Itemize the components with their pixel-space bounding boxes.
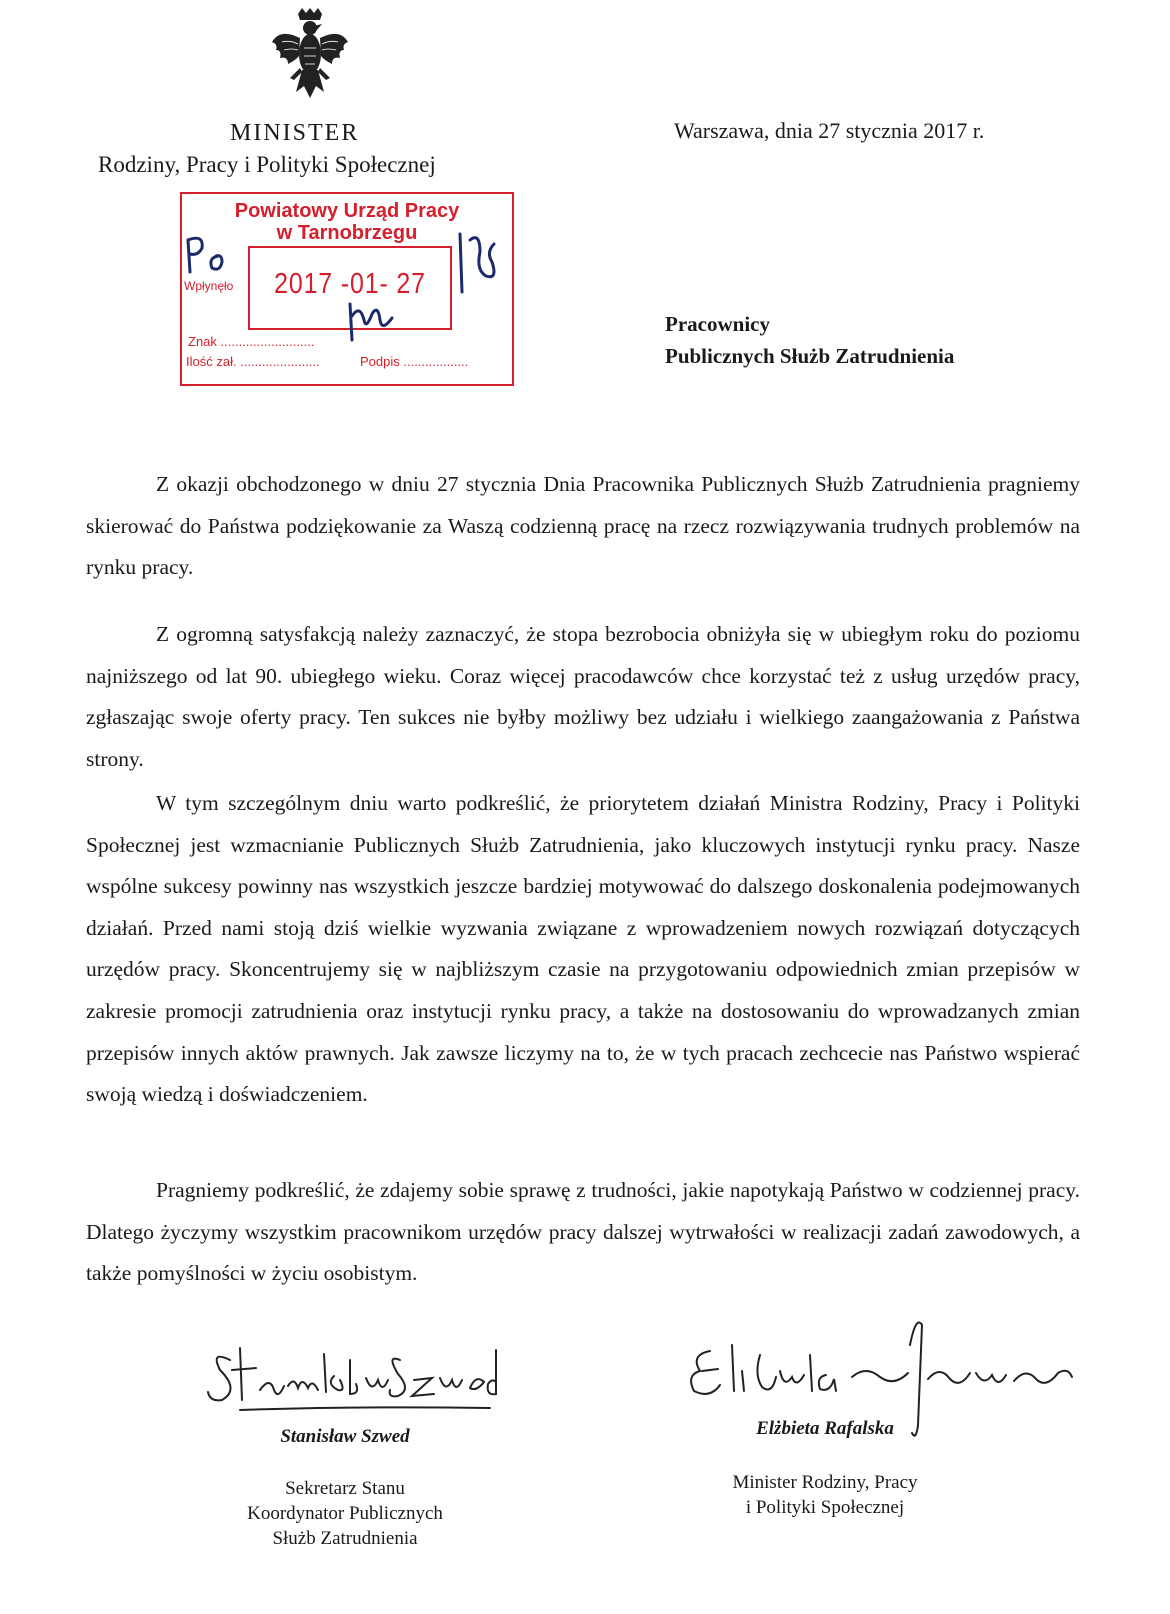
recipient-line-2: Publicznych Służb Zatrudnienia — [665, 344, 955, 368]
signer-role-line: Sekretarz Stanu — [285, 1478, 405, 1499]
signer-name-right: Elżbieta Rafalska — [756, 1418, 894, 1439]
signer-role-line: Minister Rodziny, Pracy — [732, 1472, 918, 1493]
signer-role-line: Służb Zatrudnienia — [272, 1528, 418, 1549]
stamp-signature-label: Podpis .................. — [360, 354, 469, 369]
stamp-received-label: Wpłynęło — [184, 279, 234, 293]
stamp-handwriting — [180, 192, 520, 382]
body-paragraph: Z okazji obchodzonego w dniu 27 stycznia Dnia Pracownika Publicznych Służb Zatrudnienia pragniemy skierować do Państwa podziękowanie za Waszą codzienną pracę na rzecz rozwiązywania trudnych problemów na rynku pracy. — [86, 472, 1080, 580]
body-paragraph: W tym szczególnym dniu warto podkreślić, że priorytetem działań Ministra Rodziny, Pracy i Polityki Społecznej jest wzmacnianie Publicznych Służb Zatrudnienia, jako kluczowych instytucji rynku pracy. Nasze wspólne sukcesy powinny nas wszystkich jeszcze bardziej motywować do dalszego doskonalenia podejmowanych działań. Przed nami stoją dziś wielkie wyzwania związane z wprowadzeniem nowych rozwiązań dotyczących urzędów pracy. Skoncentrujemy się w najbliższym czasie na przygotowaniu odpowiednich zmian przepisów w zakresie promocji zatrudnienia oraz instytucji rynku pracy, a także na dostosowaniu do wprowadzanych zmian przepisów innych aktów prawnych. Jak zawsze liczymy na to, że w tych pracach zechcecie nas Państwo wspierać swoją wiedzą i doświadczeniem. — [86, 791, 1080, 1107]
body-paragraph: Pragniemy podkreślić, że zdajemy sobie sprawę z trudności, jakie napotykają Państwo w codziennej pracy. Dlatego życzymy wszystkim pracownikom urzędów pracy dalszej wytrwałości w realizacji zadań zawodowych, a także pomyślności w życiu osobistym. — [86, 1178, 1080, 1286]
minister-title: MINISTER — [230, 120, 360, 146]
stamp-received-date: 2017 -01- 27 — [274, 268, 426, 300]
polish-eagle-emblem-icon — [270, 8, 350, 104]
stamp-office-city: w Tarnobrzegu — [276, 222, 418, 244]
ministry-name: Rodziny, Pracy i Polityki Społecznej — [98, 152, 436, 177]
signer-role-right — [690, 1470, 960, 1520]
signature-szwed — [200, 1330, 510, 1420]
stamp-attachments-label: Ilość zał. ...................... — [186, 354, 320, 369]
stamp-office-name: Powiatowy Urząd Pracy — [234, 200, 460, 222]
body-paragraph: Z ogromną satysfakcją należy zaznaczyć, że stopa bezrobocia obniżyła się w ubiegłym roku do poziomu najniższego od lat 90. ubiegłego wieku. Coraz więcej pracodawców chce korzystać też z usług urzędów pracy, zgłaszając swoje oferty pracy. Ten sukces nie byłby możliwy bez udziału i wielkiego zaangażowania z Państwa strony. — [86, 622, 1080, 771]
signer-role-line: Koordynator Publicznych — [247, 1503, 443, 1524]
letter-date: Warszawa, dnia 27 stycznia 2017 r. — [674, 118, 985, 143]
signer-name-left: Stanisław Szwed — [280, 1426, 410, 1447]
signer-role-line: i Polityki Społecznej — [745, 1497, 905, 1518]
signer-role-left — [190, 1476, 500, 1551]
stamp-ref-label: Znak .......................... — [188, 334, 315, 349]
recipient-line-1: Pracownicy — [665, 312, 770, 336]
